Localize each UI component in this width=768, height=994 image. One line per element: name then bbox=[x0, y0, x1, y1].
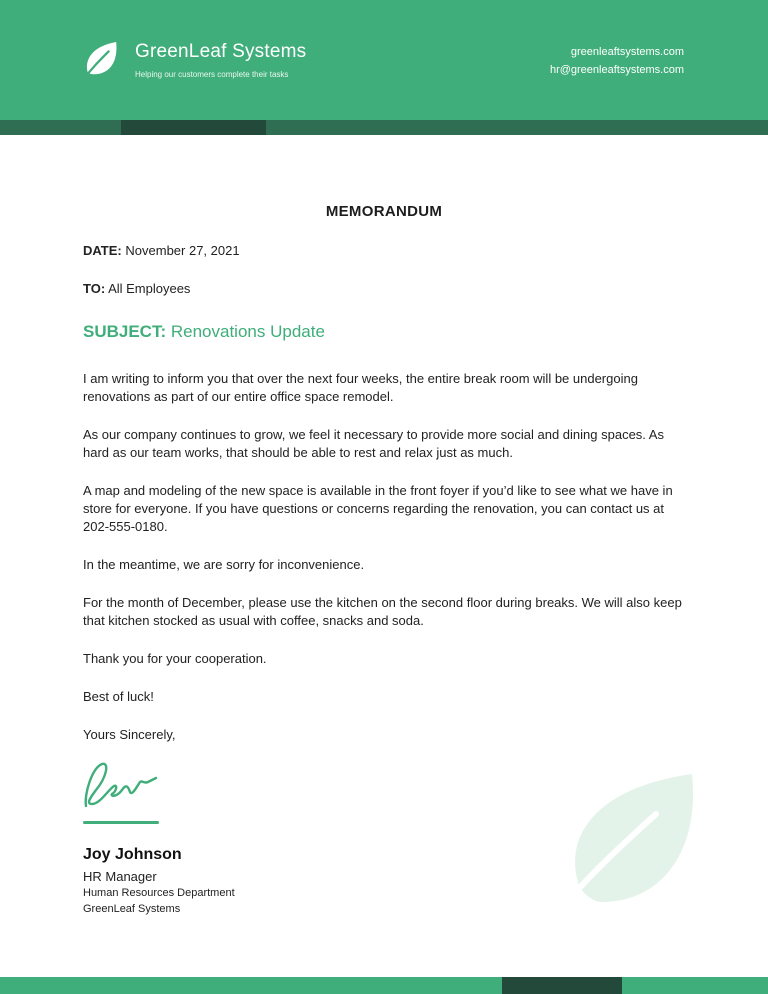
body-paragraph: For the month of December, please use the kitchen on the second floor during breaks. We will also keep that kitchen stocked as usual with coffee, snacks and soda. bbox=[83, 595, 682, 628]
signer-title: HR Manager bbox=[83, 869, 157, 884]
website-text: greenleaftsystems.com bbox=[570, 46, 684, 58]
letterhead-header bbox=[0, 0, 768, 120]
signer-company: GreenLeaf Systems bbox=[83, 903, 181, 915]
signer-department: Human Resources Department bbox=[83, 887, 235, 899]
body-paragraph: In the meantime, we are sorry for inconvenience. bbox=[83, 557, 365, 572]
to-label: TO: bbox=[83, 281, 106, 296]
to-value: All Employees bbox=[108, 281, 191, 296]
footer-band bbox=[0, 977, 768, 994]
email-text: hr@greenleaftsystems.com bbox=[549, 64, 684, 76]
date-value: November 27, 2021 bbox=[125, 243, 240, 258]
subject-value: Renovations Update bbox=[170, 322, 325, 341]
date-label: DATE: bbox=[83, 243, 122, 258]
header-band-accent bbox=[121, 120, 266, 135]
contact-info bbox=[550, 43, 684, 79]
signature-underline bbox=[83, 821, 159, 824]
leaf-watermark-icon bbox=[552, 770, 702, 920]
brand-tagline: Helping our customers complete their tasks bbox=[135, 70, 289, 79]
memo-subject bbox=[83, 322, 325, 342]
footer-band-accent bbox=[502, 977, 622, 994]
memo-body bbox=[83, 370, 693, 764]
body-paragraph: Yours Sincerely, bbox=[83, 727, 176, 742]
memo-date bbox=[83, 243, 240, 258]
signature-image bbox=[82, 760, 162, 812]
signer-name: Joy Johnson bbox=[83, 846, 182, 863]
brand-name: GreenLeaf Systems bbox=[135, 41, 307, 62]
memo-title: MEMORANDUM bbox=[325, 203, 443, 220]
memo-to bbox=[83, 281, 190, 296]
body-paragraph: Thank you for your cooperation. bbox=[83, 651, 267, 666]
header-band bbox=[0, 120, 768, 135]
body-paragraph: A map and modeling of the new space is available in the front foyer if you’d like to see what we have in store for everyone. If you have questions or concerns regarding the renovation, you can contact us at 202-555-0180. bbox=[83, 483, 673, 534]
leaf-icon bbox=[82, 40, 120, 80]
body-paragraph: I am writing to inform you that over the next four weeks, the entire break room will be undergoing renovations as part of our entire office space remodel. bbox=[83, 371, 638, 404]
body-paragraph: Best of luck! bbox=[83, 689, 154, 704]
subject-label: SUBJECT: bbox=[83, 322, 167, 341]
body-paragraph: As our company continues to grow, we feel it necessary to provide more social and dining spaces. As hard as our team works, that should be able to rest and relax just as much. bbox=[83, 427, 664, 460]
